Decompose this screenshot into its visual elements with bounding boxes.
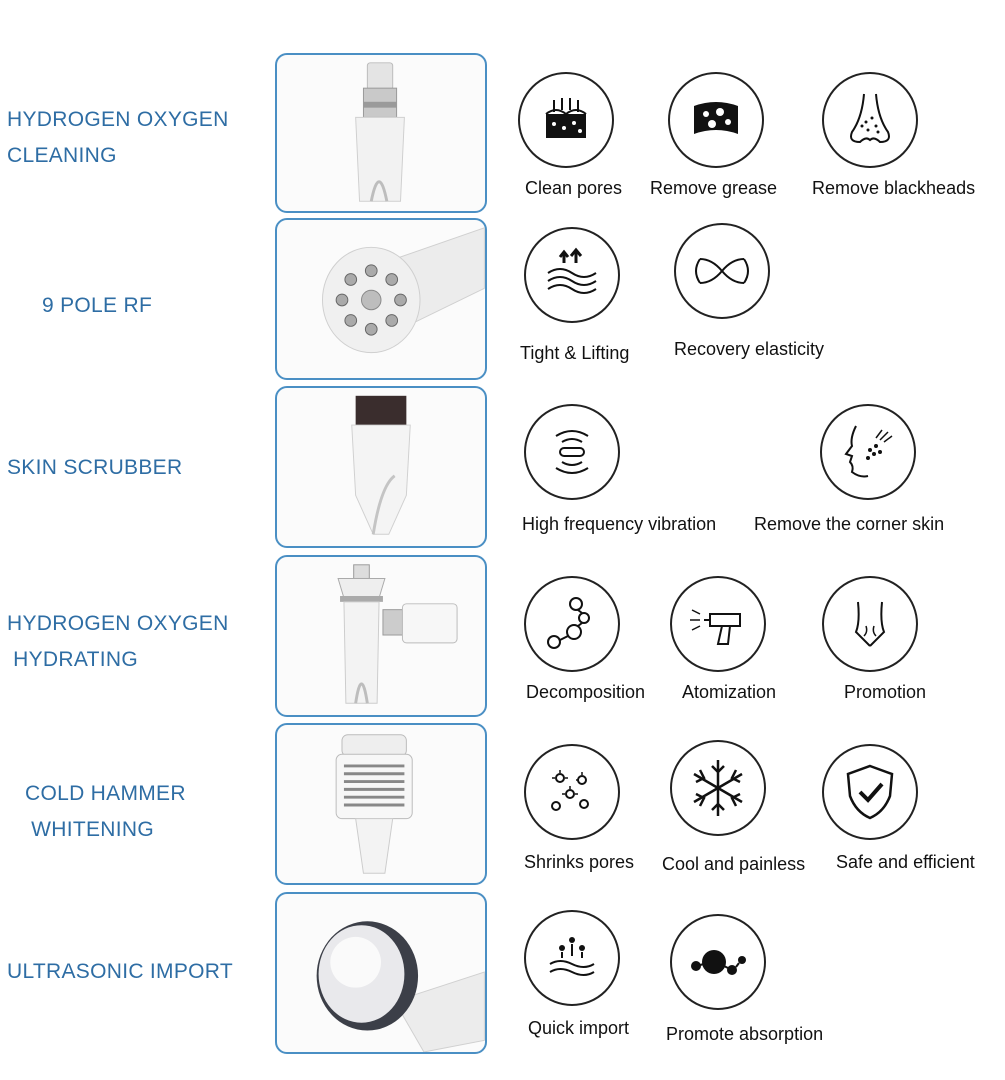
nose-blackheads-icon: [838, 88, 902, 152]
device-head-frame: [275, 555, 487, 717]
feature-circle: [670, 740, 766, 836]
feature-circle: [670, 576, 766, 672]
spray-gun-icon: [686, 592, 750, 656]
row-label: 9 POLE RF: [42, 294, 153, 317]
feature-caption: Shrinks pores: [524, 852, 635, 872]
pores-icon: [534, 88, 598, 152]
device-head-frame: [275, 723, 487, 885]
feature-circle: [822, 72, 918, 168]
row-label: HYDROGEN OXYGEN CLEANING: [7, 108, 229, 167]
feature-caption: Safe and efficient: [836, 852, 975, 872]
feature-caption: Promotion: [844, 682, 927, 702]
feature-circle: [668, 72, 764, 168]
feature-caption: High frequency vibration: [522, 514, 717, 534]
cold-hammer-head-icon: [277, 725, 485, 883]
molecule-icon: [540, 592, 604, 656]
shrink-pores-icon: [540, 760, 604, 824]
row-label: ULTRASONIC IMPORT: [7, 960, 234, 983]
feature-circle: [820, 404, 916, 500]
hydro-hydrating-head-icon: [277, 557, 485, 715]
row-label: HYDROGEN OXYGEN HYDRATING: [7, 612, 229, 671]
shield-check-icon: [838, 760, 902, 824]
feature-circle: [524, 404, 620, 500]
feature-caption: Decomposition: [526, 682, 646, 702]
quick-import-icon: [540, 926, 604, 990]
feature-circle: [518, 72, 614, 168]
feature-circle: [670, 914, 766, 1010]
feature-circle: [674, 223, 770, 319]
feature-caption: Quick import: [528, 1018, 630, 1038]
device-head-frame: [275, 892, 487, 1054]
neck-icon: [838, 592, 902, 656]
skin-scrubber-head-icon: [277, 388, 485, 546]
lifting-waves-icon: [540, 243, 604, 307]
row-label: COLD HAMMER WHITENING: [25, 782, 186, 841]
row-label: SKIN SCRUBBER: [7, 456, 183, 479]
feature-caption: Clean pores: [525, 178, 623, 198]
snowflake-icon: [686, 756, 750, 820]
ultrasonic-head-icon: [277, 894, 485, 1052]
feature-caption: Promote absorption: [666, 1024, 824, 1044]
device-head-frame: [275, 218, 487, 380]
feature-caption: Remove grease: [650, 178, 778, 198]
feature-caption: Atomization: [682, 682, 777, 702]
rf-nine-pole-head-icon: [277, 220, 485, 378]
feature-caption: Remove the corner skin: [754, 514, 945, 534]
feature-circle: [822, 744, 918, 840]
feature-circle: [524, 576, 620, 672]
feature-circle: [822, 576, 918, 672]
grease-icon: [684, 88, 748, 152]
device-head-frame: [275, 386, 487, 548]
face-corner-skin-icon: [836, 420, 900, 484]
feature-circle: [524, 744, 620, 840]
hydro-cleaning-head-icon: [277, 55, 485, 211]
feature-circle: [524, 227, 620, 323]
vibration-icon: [540, 420, 604, 484]
feature-caption: Recovery elasticity: [674, 339, 825, 359]
absorption-icon: [686, 930, 750, 994]
device-head-frame: [275, 53, 487, 213]
elasticity-icon: [690, 239, 754, 303]
feature-caption: Tight & Lifting: [520, 343, 630, 363]
feature-caption: Cool and painless: [662, 854, 806, 874]
feature-caption: Remove blackheads: [812, 178, 976, 198]
feature-circle: [524, 910, 620, 1006]
